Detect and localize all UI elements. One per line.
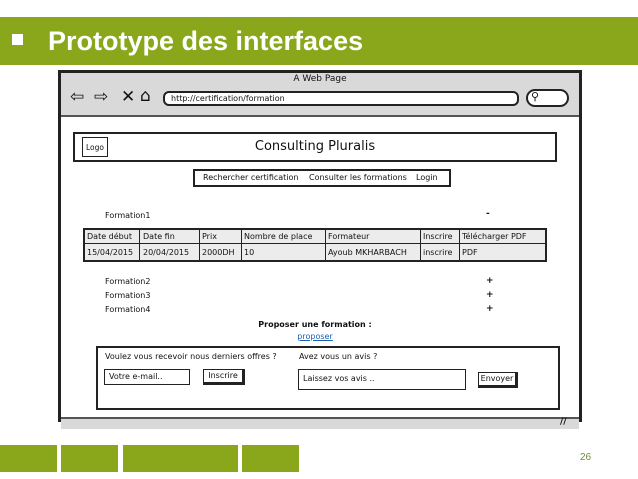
footer-tile [123,445,238,472]
table-header-cell: Date fin [143,232,175,241]
column-divider [241,229,242,261]
formation-1-label[interactable]: Formation1 [105,211,151,220]
table-cell: 2000DH [202,248,235,257]
search-icon[interactable]: ⚲ [531,90,540,103]
back-arrow-icon[interactable]: ⇦ [70,87,85,107]
url-bar[interactable]: http://certification/formation [163,91,519,106]
table-cell: Ayoub MKHARBACH [328,248,407,257]
expand-toggle[interactable]: + [486,290,494,300]
column-divider [325,229,326,261]
home-icon[interactable]: ⌂ [140,86,151,106]
newsletter-question: Voulez vous recevoir nous derniers offres ? [105,352,277,361]
feedback-question: Avez vous un avis ? [299,352,378,361]
propose-link[interactable]: proposer [297,332,333,341]
pdf-download-link[interactable]: PDF [462,248,478,257]
table-cell: 20/04/2015 [143,248,190,257]
window-title: A Web Page [293,74,347,84]
column-divider [420,229,421,261]
nav-rechercher-certification[interactable]: Rechercher certification [203,173,299,182]
column-divider [459,229,460,261]
formation-3-label[interactable]: Formation3 [105,291,151,300]
page-number: 26 [580,452,592,463]
table-header-cell: Télécharger PDF [462,232,527,241]
expand-toggle[interactable]: + [486,276,494,286]
resize-grip-icon[interactable]: // [560,417,567,427]
bullet-square-icon [12,34,23,45]
inscrire-button[interactable]: Inscrire [203,369,245,385]
table-cell: 15/04/2015 [87,248,134,257]
expand-toggle[interactable]: + [486,304,494,314]
nav-consulter-formations[interactable]: Consulter les formations [309,173,407,182]
footer-tile [61,445,118,472]
close-icon[interactable]: ✕ [121,87,136,107]
envoyer-button[interactable]: Envoyer [478,372,518,388]
table-header-cell: Date début [87,232,132,241]
logo-placeholder: Logo [82,137,108,157]
feedback-textarea[interactable]: Laissez vos avis .. [298,369,466,390]
formation-2-label[interactable]: Formation2 [105,277,151,286]
forward-arrow-icon[interactable]: ⇨ [94,87,109,107]
table-header-cell: Formateur [328,232,370,241]
propose-title: Proposer une formation : [258,320,372,329]
slide-title: Prototype des interfaces [48,26,364,56]
column-divider [199,229,200,261]
formation-4-label[interactable]: Formation4 [105,305,151,314]
table-header-cell: Nombre de place [244,232,313,241]
column-divider [139,229,140,261]
footer-tile [242,445,299,472]
site-title: Consulting Pluralis [254,139,376,154]
browser-status-bar [61,417,579,429]
nav-login[interactable]: Login [416,173,438,182]
table-header-cell: Inscrire [423,232,453,241]
table-header-cell: Prix [202,232,217,241]
footer-tile [0,445,57,472]
inscrire-link[interactable]: inscrire [423,248,453,257]
email-input[interactable]: Votre e-mail.. [104,369,190,385]
table-cell: 10 [244,248,255,257]
collapse-toggle[interactable]: - [486,209,490,219]
